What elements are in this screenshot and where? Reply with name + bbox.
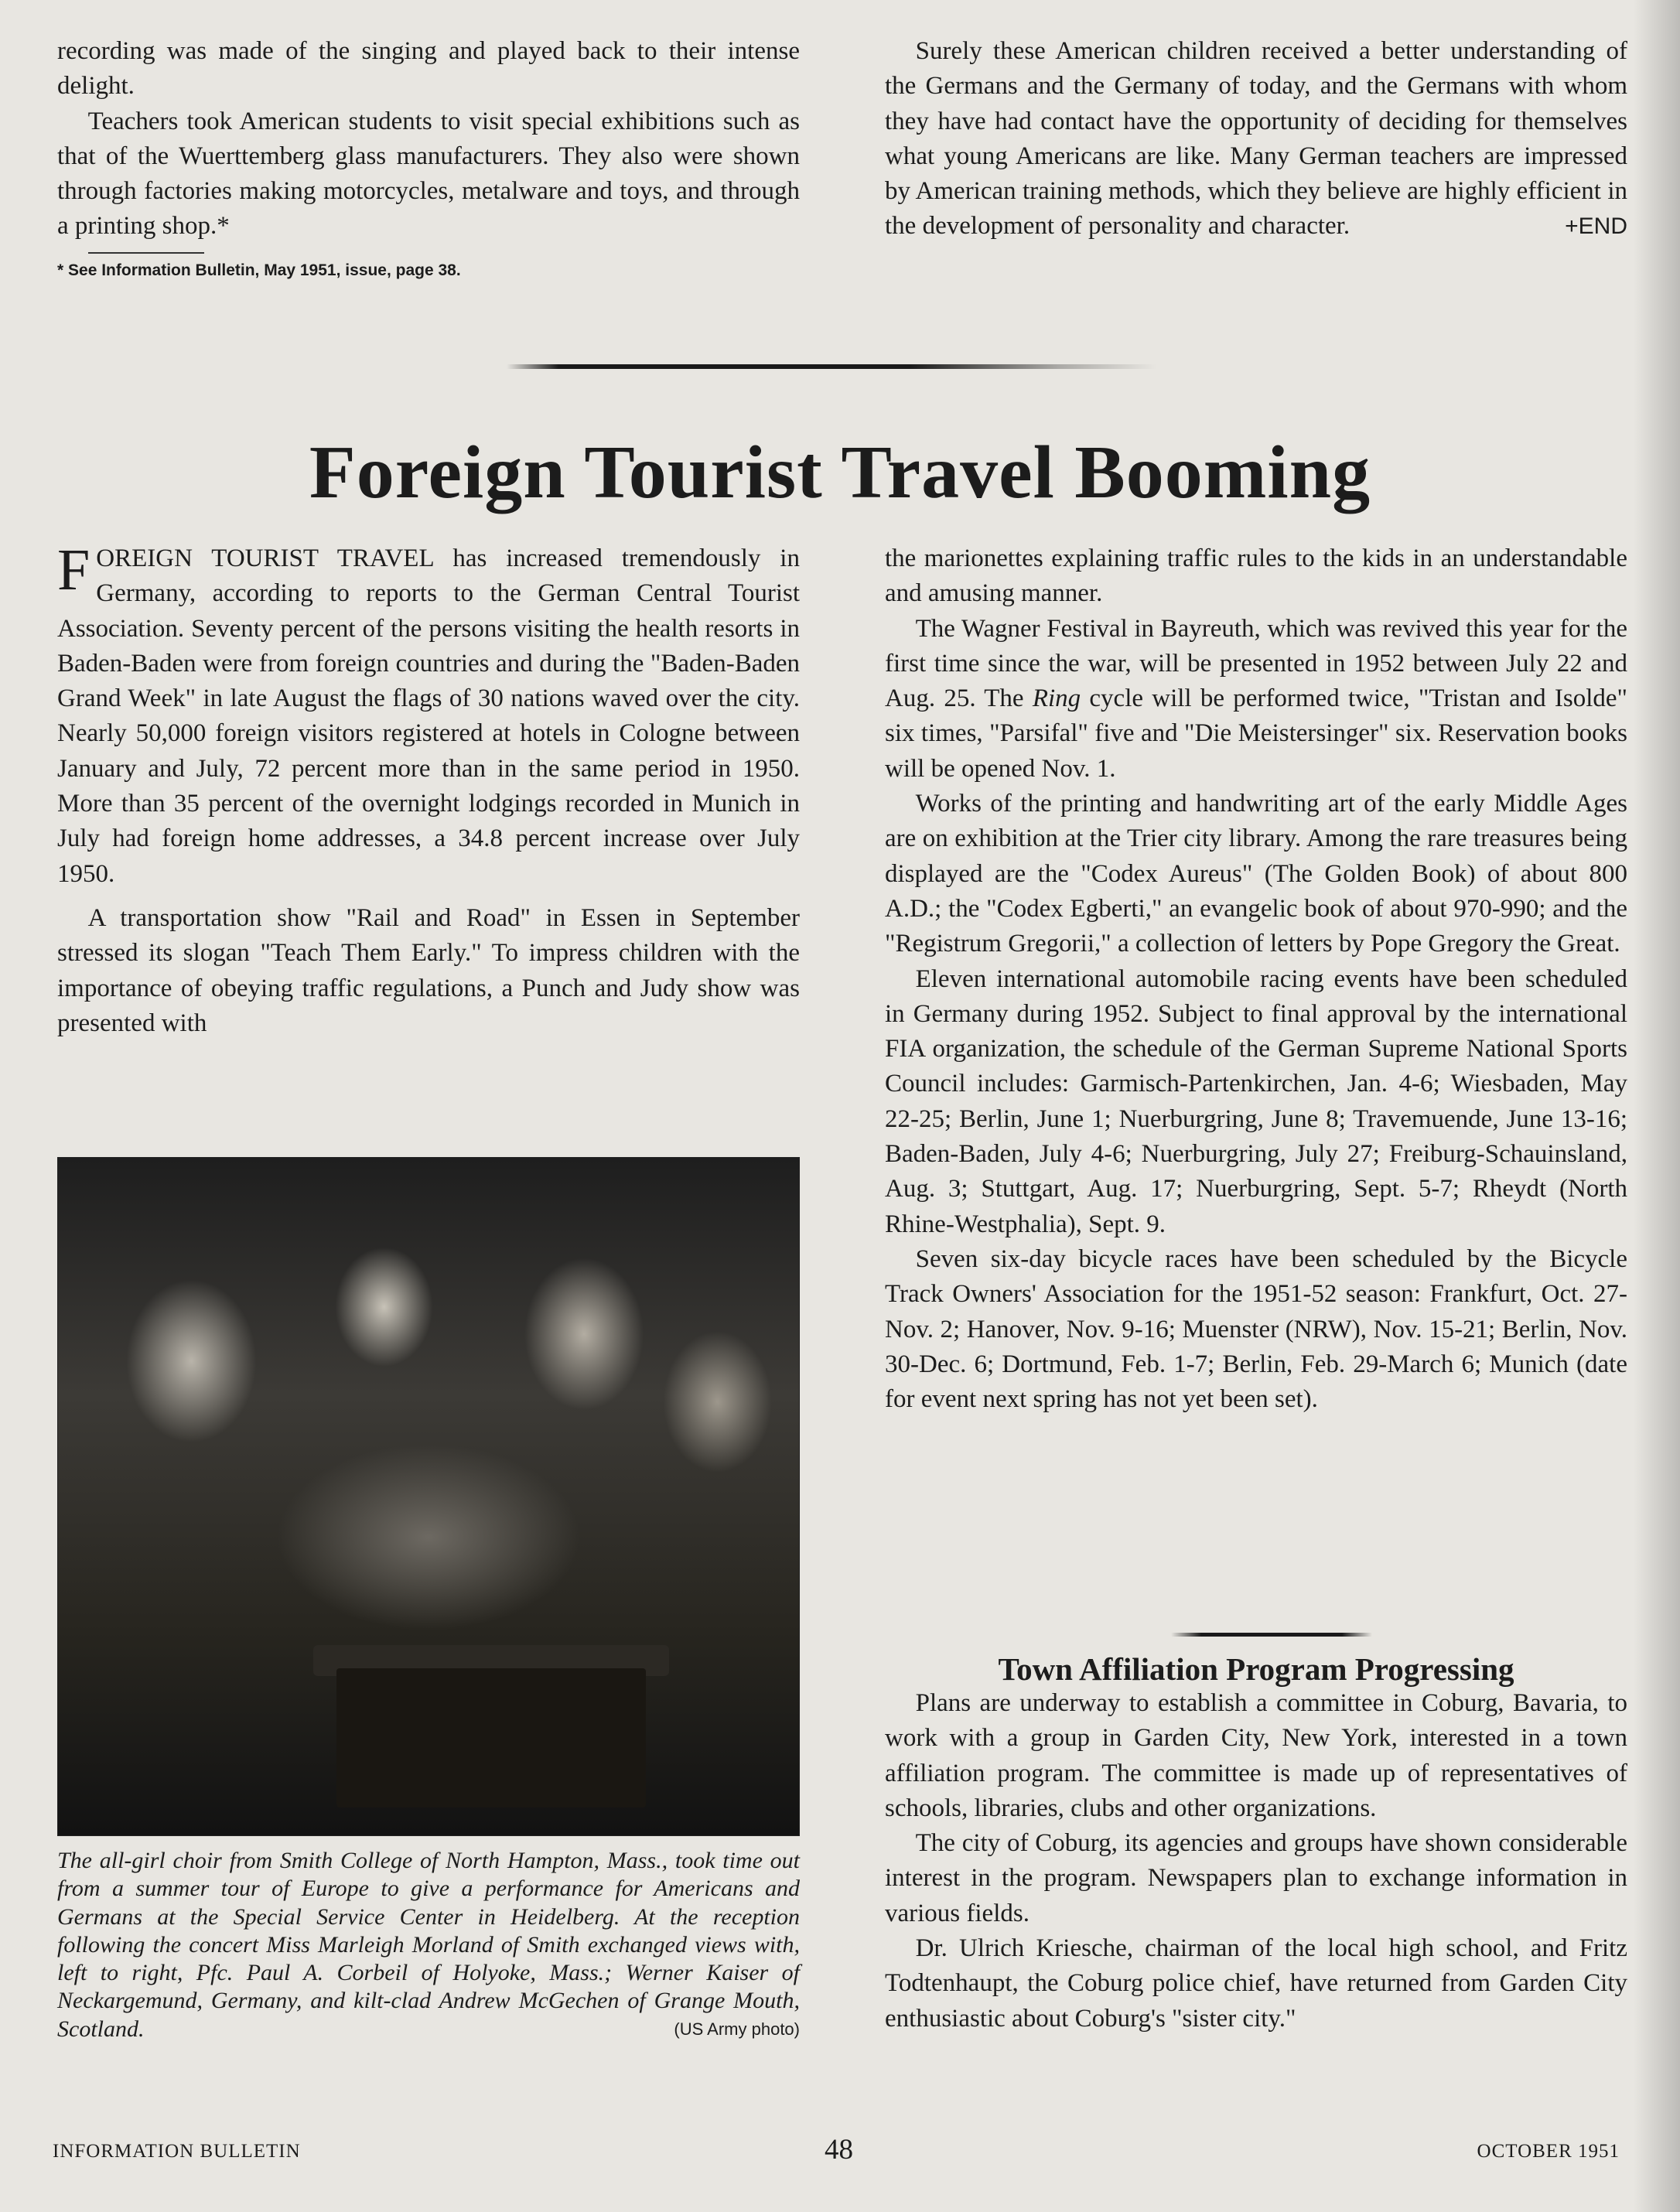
footnote: * See Information Bulletin, May 1951, issue, page 38. bbox=[57, 261, 461, 279]
paragraph bbox=[885, 612, 1627, 787]
drop-cap: F bbox=[57, 538, 90, 602]
paragraph bbox=[885, 34, 1627, 244]
paragraph: Seven six-day bicycle races have been scheduled by the Bicycle Track Owners' Association for the 1951-52 season: Frankfurt, Oct. 27-Nov. 2; Hanover, Nov. 9-16; Muenster (NRW), Nov. 15-21; Berlin, Nov. 30-Dec. 6; Dortmund, Feb. 1-7; Berlin, Feb. 29-March 6; Munich (date for event next spring has not yet been set). bbox=[885, 1244, 1627, 1414]
paragraph-text: cycle will be performed twice, "Tristan and Isolde" six times, "Parsifal" five and "Die Meistersinger" six. Reservation books will be opened Nov. 1. bbox=[885, 684, 1627, 783]
article-left-column bbox=[57, 538, 800, 1041]
photo-table bbox=[336, 1668, 646, 1807]
page-edge-shadow bbox=[1634, 0, 1680, 2212]
footer-publication: INFORMATION BULLETIN bbox=[53, 2141, 301, 2162]
paragraph-text: Surely these American children received a better understanding of the Germans and the Germany of today, and the Germans with whom they have had contact have the opportunity of deciding for themselves what young Americans are like. Many German teachers are impressed by American training methods, which they believe are highly efficient in the development of personality and character. bbox=[885, 37, 1627, 241]
previous-article-left-column bbox=[57, 34, 800, 282]
section-divider bbox=[507, 364, 1156, 369]
article-photo bbox=[57, 1157, 800, 1836]
paragraph: Works of the printing and handwriting art of the early Middle Ages are on exhibition at the Trier city library. Among the rare treasures being displayed are the "Codex Aureus" (The Golden Book) of about 800 A.D.; the "Codex Egberti," an evangelic book of about 970-990; and the "Registrum Gregorii," a collection of letters by Pope Gregory the Great. bbox=[885, 790, 1627, 958]
paragraph: Eleven international automobile racing events have been scheduled in Germany during 1952. Subject to final approval by the international FIA organization, the schedule of the German Supreme National Sports Council includes: Garmisch-Partenkirchen, Jan. 4-6; Wiesbaden, May 22-25; Berlin, June 1; Nuerburgring, June 8; Travemuende, June 13-16; Baden-Baden, July 4-6; Nuerburgring, July 27; Freiburg-Schauinsland, Aug. 3; Stuttgart, Aug. 17; Nuerburgring, Sept. 5-7; Rheydt (North Rhine-Westphalia), Sept. 9. bbox=[885, 964, 1627, 1238]
paragraph: The city of Coburg, its agencies and groups have shown considerable interest in the program. Newspapers plan to exchange information in various fields. bbox=[885, 1829, 1627, 1927]
lead-text: has increased tremendously in Germany, according to reports to the German Central Tourist Association. Seventy percent of the persons visiting the health resorts in Baden-Baden were from foreign countries and during the "Baden-Baden Grand Week" in late August the flags of 30 nations waved over the city. Nearly 50,000 foreign visitors registered at hotels in Cologne between January and July, 72 percent more than in the same period in 1950. More than 35 percent of the overnight lodgings recorded in Munich in July had foreign home addresses, a 34.8 percent increase over July 1950. bbox=[57, 544, 800, 888]
photo-credit: (US Army photo) bbox=[674, 2019, 800, 2039]
footer-issue-date: OCTOBER 1951 bbox=[1477, 2141, 1620, 2162]
article-right-column bbox=[885, 541, 1627, 1417]
photo-caption bbox=[57, 1847, 800, 2043]
paragraph: the marionettes explaining traffic rules to the kids in an understandable and amusing manner. bbox=[885, 544, 1627, 608]
paragraph: A transportation show "Rail and Road" in Essen in September stressed its slogan "Teach Them Early." To impress children with the importance of obeying traffic regulations, a Punch and Judy show was presented with bbox=[57, 903, 800, 1037]
sidebar-headline: Town Affiliation Program Progressing bbox=[998, 1651, 1514, 1687]
article-headline: Foreign Tourist Travel Booming bbox=[309, 431, 1371, 514]
sidebar-body bbox=[885, 1686, 1627, 2036]
paragraph: Teachers took American students to visit special exhibitions such as that of the Wuerttemberg glass manufacturers. They also were shown through factories making motorcycles, metalware and toys, and through a printing shop.* bbox=[57, 107, 800, 241]
previous-article-right-column bbox=[885, 34, 1627, 244]
paragraph: recording was made of the singing and played back to their intense delight. bbox=[57, 37, 800, 101]
paragraph: Plans are underway to establish a committee in Coburg, Bavaria, to work with a group in Garden City, New York, interested in a town affiliation program. The committee is made up of representatives of schools, libraries, clubs and other organizations. bbox=[885, 1689, 1627, 1822]
italic-title: Ring bbox=[1032, 684, 1081, 713]
caption-text: The all-girl choir from Smith College of North Hampton, Mass., took time out from a summer tour of Europe to give a performance for Americans and Germans at the Special Service Center in Heidelberg. At the reception following the concert Miss Marleigh Morland of Smith exchanged views with, left to right, Pfc. Paul A. Corbeil of Holyoke, Mass.; Werner Kaiser of Neckargemund, Germany, and kilt-clad Andrew McGechen of Grange Mouth, Scotland. bbox=[57, 1848, 800, 2042]
sidebar-divider bbox=[1171, 1633, 1372, 1637]
footnote-divider bbox=[88, 252, 204, 254]
lead-paragraph bbox=[57, 538, 800, 892]
end-mark: +END bbox=[1565, 213, 1627, 240]
paragraph-text: The Wagner Festival in Bayreuth, which was revived this year for the first time since the war, will be presented in 1952 between July 22 and Aug. 25. The bbox=[885, 614, 1627, 713]
paragraph: Dr. Ulrich Kriesche, chairman of the local high school, and Fritz Todtenhaupt, the Coburg police chief, have returned from Garden City enthusiastic about Coburg's "sister city." bbox=[885, 1934, 1627, 2033]
page-number: 48 bbox=[825, 2134, 853, 2166]
lead-caps: OREIGN TOURIST TRAVEL bbox=[96, 544, 434, 572]
